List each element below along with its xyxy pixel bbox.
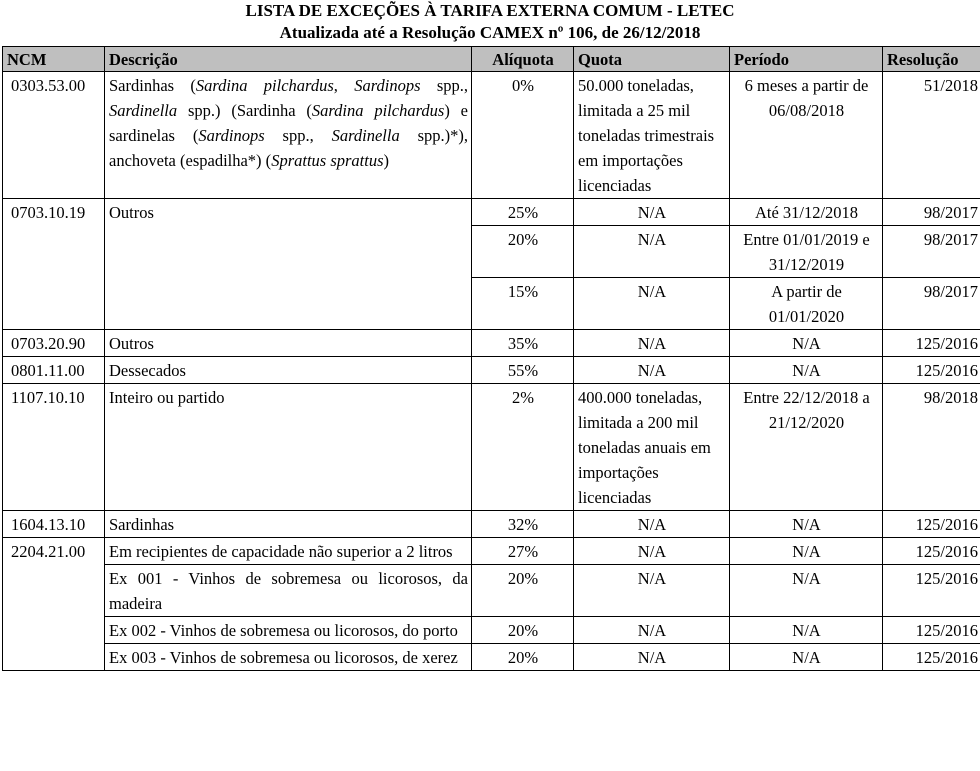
- aliquota-cell: 20%: [472, 226, 574, 278]
- aliquota-cell: 15%: [472, 278, 574, 330]
- table-row: [3, 644, 980, 671]
- letec-table: [2, 46, 980, 671]
- periodo-cell: N/A: [730, 330, 883, 357]
- description-cell: Ex 001 - Vinhos de sobremesa ou licorosos, da madeira: [105, 565, 472, 617]
- table-row: [3, 538, 980, 565]
- periodo-cell: N/A: [730, 538, 883, 565]
- resolucao-cell: 125/2016: [883, 357, 980, 384]
- description-cell: Dessecados: [105, 357, 472, 384]
- description-cell: Ex 002 - Vinhos de sobremesa ou licorosos, do porto: [105, 617, 472, 644]
- description-cell: Outros: [105, 330, 472, 357]
- periodo-cell: Até 31/12/2018: [730, 199, 883, 226]
- periodo-cell: Entre 01/01/2019 e 31/12/2019: [730, 226, 883, 278]
- periodo-cell: N/A: [730, 617, 883, 644]
- quota-cell: N/A: [574, 644, 730, 671]
- ncm-cell: 1107.10.10: [3, 384, 105, 511]
- aliquota-cell: 25%: [472, 199, 574, 226]
- ncm-cell: 0303.53.00: [3, 72, 105, 199]
- aliquota-cell: 27%: [472, 538, 574, 565]
- periodo-cell: 6 meses a partir de 06/08/2018: [730, 72, 883, 199]
- periodo-cell: N/A: [730, 565, 883, 617]
- resolucao-cell: 125/2016: [883, 330, 980, 357]
- description-cell: Ex 003 - Vinhos de sobremesa ou licorosos, de xerez: [105, 644, 472, 671]
- quota-cell: N/A: [574, 278, 730, 330]
- header-row: [3, 47, 980, 72]
- header-aliquota: Alíquota: [472, 47, 574, 72]
- table-row: [3, 357, 980, 384]
- aliquota-cell: 20%: [472, 565, 574, 617]
- resolucao-cell: 125/2016: [883, 511, 980, 538]
- aliquota-cell: 20%: [472, 644, 574, 671]
- aliquota-cell: 55%: [472, 357, 574, 384]
- quota-cell: N/A: [574, 330, 730, 357]
- resolucao-cell: 51/2018: [883, 72, 980, 199]
- ncm-cell: 0703.20.90: [3, 330, 105, 357]
- table-row: [3, 72, 980, 199]
- description-cell: Inteiro ou partido: [105, 384, 472, 511]
- header-quota: Quota: [574, 47, 730, 72]
- quota-cell: 400.000 toneladas, limitada a 200 mil toneladas anuais em importações licenciadas: [574, 384, 730, 511]
- quota-cell: N/A: [574, 511, 730, 538]
- quota-cell: N/A: [574, 617, 730, 644]
- resolucao-cell: 125/2016: [883, 617, 980, 644]
- periodo-cell: N/A: [730, 511, 883, 538]
- ncm-cell: 0801.11.00: [3, 357, 105, 384]
- table-row: [3, 511, 980, 538]
- aliquota-cell: 2%: [472, 384, 574, 511]
- document-title: LISTA DE EXCEÇÕES À TARIFA EXTERNA COMUM - LETEC: [245, 1, 735, 20]
- resolucao-cell: 98/2018: [883, 384, 980, 511]
- ncm-cell: 2204.21.00: [3, 538, 105, 671]
- resolucao-cell: 125/2016: [883, 538, 980, 565]
- description-cell: Outros: [105, 199, 472, 330]
- aliquota-cell: 35%: [472, 330, 574, 357]
- quota-cell: 50.000 toneladas, limitada a 25 mil toneladas trimestrais em importações licenciadas: [574, 72, 730, 199]
- header-resolucao: Resolução: [883, 47, 980, 72]
- resolucao-cell: 98/2017: [883, 226, 980, 278]
- resolucao-cell: 125/2016: [883, 565, 980, 617]
- ncm-cell: 0703.10.19: [3, 199, 105, 330]
- header-periodo: Período: [730, 47, 883, 72]
- quota-cell: N/A: [574, 565, 730, 617]
- periodo-cell: A partir de 01/01/2020: [730, 278, 883, 330]
- table-row: [3, 384, 980, 511]
- periodo-cell: Entre 22/12/2018 a 21/12/2020: [730, 384, 883, 511]
- quota-cell: N/A: [574, 538, 730, 565]
- table-row: [3, 199, 980, 226]
- aliquota-cell: 32%: [472, 511, 574, 538]
- table-row: [3, 617, 980, 644]
- table-row: [3, 565, 980, 617]
- document-subtitle: Atualizada até a Resolução CAMEX nº 106, de 26/12/2018: [279, 23, 701, 42]
- ncm-cell: 1604.13.10: [3, 511, 105, 538]
- periodo-cell: N/A: [730, 644, 883, 671]
- table-row: [3, 330, 980, 357]
- aliquota-cell: 20%: [472, 617, 574, 644]
- quota-cell: N/A: [574, 199, 730, 226]
- resolucao-cell: 98/2017: [883, 199, 980, 226]
- periodo-cell: N/A: [730, 357, 883, 384]
- description-cell: Sardinhas: [105, 511, 472, 538]
- description-cell: Em recipientes de capacidade não superior a 2 litros: [105, 538, 472, 565]
- quota-cell: N/A: [574, 226, 730, 278]
- quota-cell: N/A: [574, 357, 730, 384]
- aliquota-cell: 0%: [472, 72, 574, 199]
- resolucao-cell: 98/2017: [883, 278, 980, 330]
- header-descricao: Descrição: [105, 47, 472, 72]
- resolucao-cell: 125/2016: [883, 644, 980, 671]
- description-cell: Sardinhas (Sardina pilchardus, Sardinops spp., Sardinella spp.) (Sardinha (Sardina pilchardus) e sardinelas (Sardinops spp., Sardinella spp.)*), anchoveta (espadilha*) (Sprattus sprattus): [105, 72, 472, 199]
- header-ncm: NCM: [3, 47, 105, 72]
